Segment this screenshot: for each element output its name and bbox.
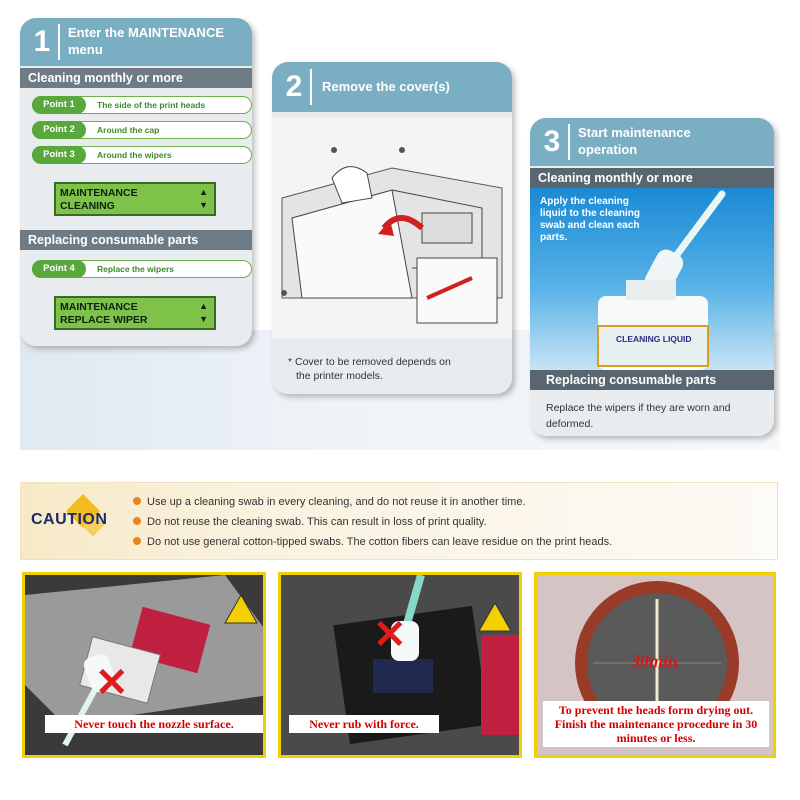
step1-card [20,18,252,346]
x-mark-icon: ✕ [95,660,129,705]
up-down-arrow-icon: ▲ ▼ [199,301,208,324]
photo-rub-force [278,572,522,758]
photo2-caption: Never rub with force. [289,715,439,733]
point-1-text: The side of the print heads [97,100,206,110]
printer-cover-illustration [272,118,512,338]
step3-header [530,118,774,166]
step1-number: 1 [26,24,60,60]
point-3 [32,146,252,164]
step1-header [20,18,252,66]
x-mark-icon: ✕ [373,612,407,657]
bottle-label: CLEANING LIQUID [616,334,692,344]
lcd-a-line1: MAINTENANCE [60,187,138,199]
photo-nozzle-surface [22,572,266,758]
caution-item-1-text: Use up a cleaning swab in every cleaning, and do not reuse it in another time. [147,496,526,508]
point-4-text: Replace the wipers [97,264,175,274]
step3-card [530,118,774,436]
step3-instruction: Apply the cleaning liquid to the cleaning swab and clean each parts. [540,196,640,243]
photo1-caption: Never touch the nozzle surface. [45,715,263,733]
bullet-icon [133,537,141,545]
bullet-icon [133,517,141,525]
caution-item-2-text: Do not reuse the cleaning swab. This can result in loss of print quality. [147,516,487,528]
step2-note-line2: the printer models. [296,370,383,382]
step3-section-replacing: Replacing consumable parts [530,370,774,390]
bullet-icon [133,497,141,505]
point-4-label: Point 4 [32,260,86,278]
caution-label: CAUTION [31,511,108,528]
point-1-label: Point 1 [32,96,86,114]
lcd-b-line1: MAINTENANCE [60,301,138,313]
caution-panel [20,482,778,560]
caution-item-2 [133,515,487,529]
lcd-maintenance-replace-wiper [54,296,216,330]
step1-section-replacing: Replacing consumable parts [20,230,252,250]
point-4 [32,260,252,278]
step1-title: Enter the MAINTENANCE menu [68,25,225,57]
lcd-maintenance-cleaning [54,182,216,216]
point-2-label: Point 2 [32,121,86,139]
caution-item-3-text: Do not use general cotton-tipped swabs. The cotton fibers can leave residue on the print heads. [147,536,613,548]
up-down-arrow-icon: ▲ ▼ [199,187,208,210]
step3-note: Replace the wipers if they are worn and deformed. [546,402,731,430]
point-2-text: Around the cap [97,125,160,135]
step3-number: 3 [536,124,570,160]
point-2 [32,121,252,139]
step2-card [272,62,512,394]
point-1 [32,96,252,114]
photo-time-limit [534,572,776,758]
step2-note-line1: * Cover to be removed depends on [288,356,451,368]
step3-section-cleaning: Cleaning monthly or more [530,168,774,188]
step3-title: Start maintenance operation [578,125,691,157]
point-3-text: Around the wipers [97,150,172,160]
clock-label: 30min [631,651,679,671]
cleaning-photo [530,188,774,370]
lcd-b-line2: REPLACE WIPER [60,314,148,326]
caution-item-3 [133,535,612,549]
step1-section-cleaning: Cleaning monthly or more [20,68,252,88]
step2-title: Remove the cover(s) [322,79,450,94]
step2-number: 2 [278,69,312,105]
caution-item-1 [133,495,526,509]
lcd-a-line2: CLEANING [60,200,115,212]
point-3-label: Point 3 [32,146,86,164]
step2-header [272,62,512,112]
photo3-caption: To prevent the heads form drying out. Finish the maintenance procedure in 30 minutes or less. [543,701,769,747]
